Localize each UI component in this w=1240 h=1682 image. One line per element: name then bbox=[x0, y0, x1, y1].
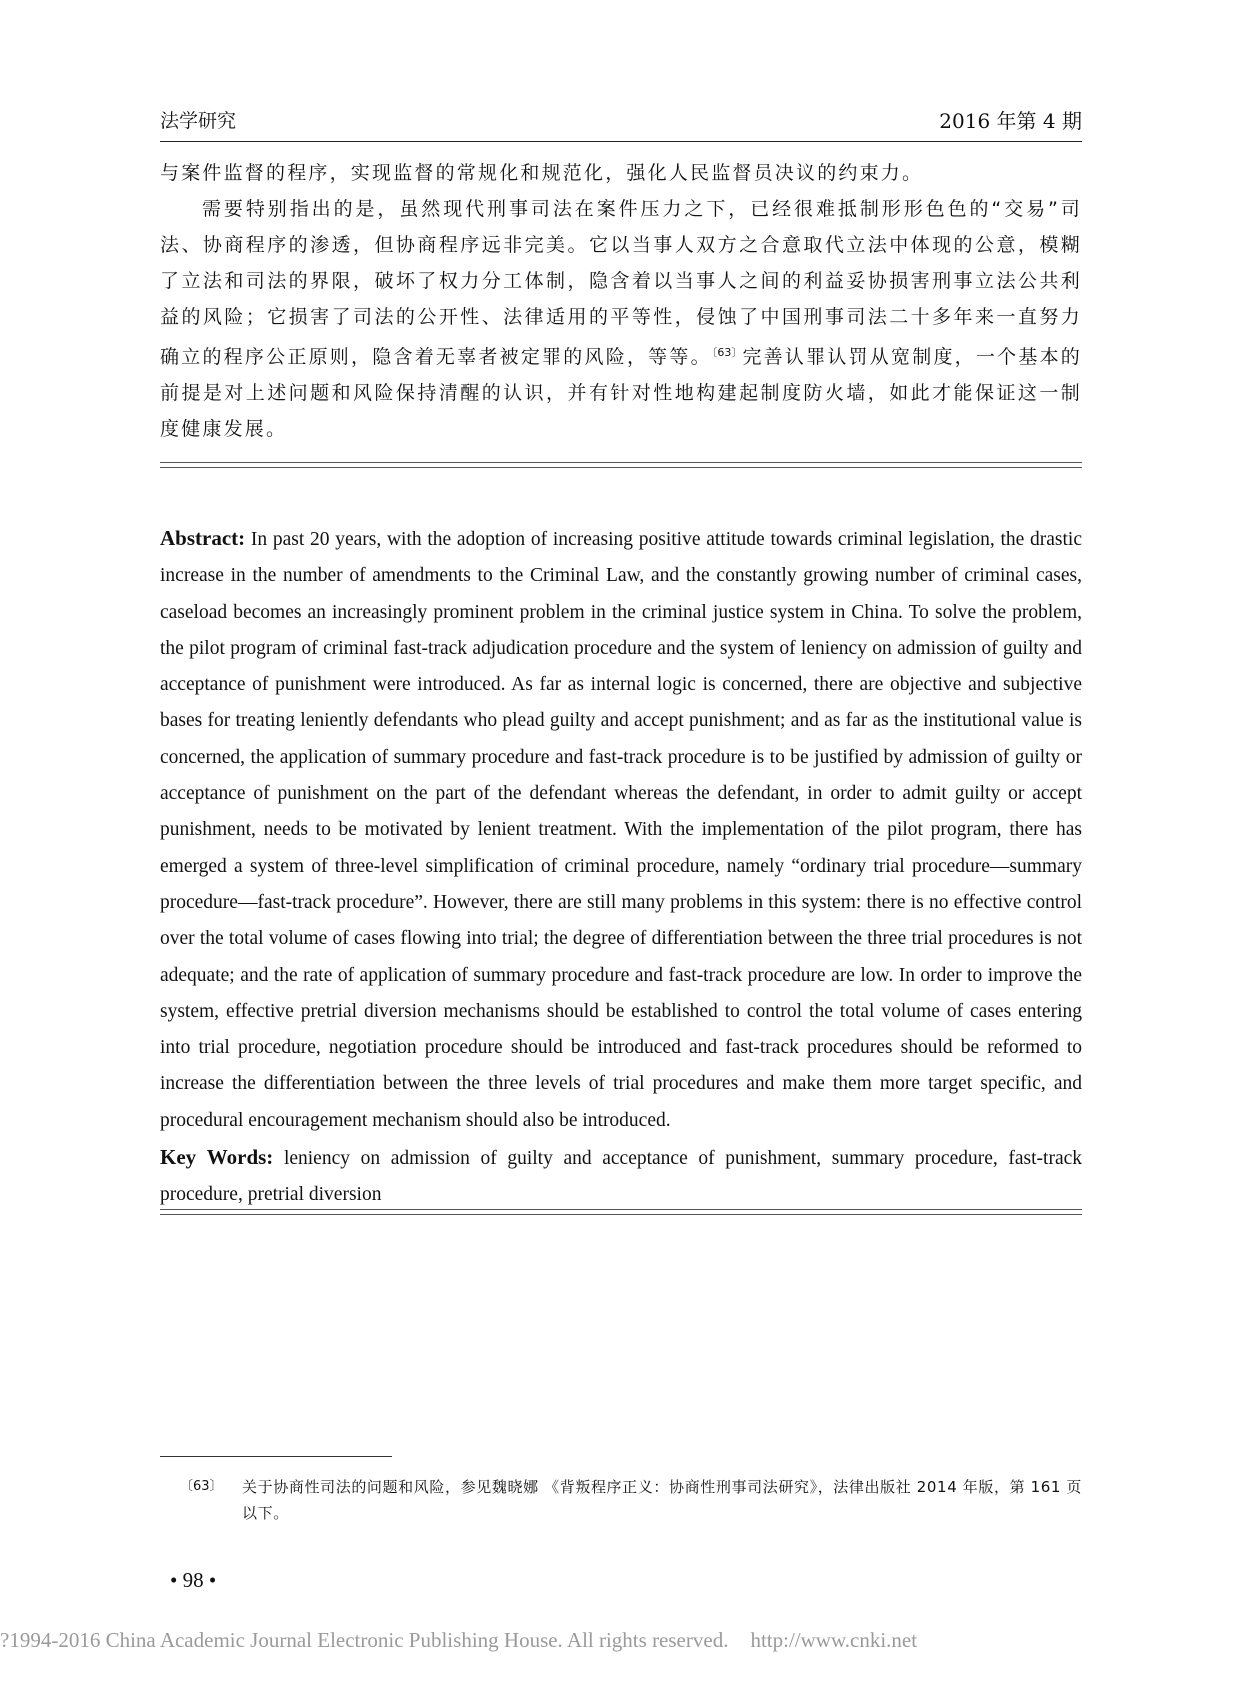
issue-label: 2016 年第 4 期 bbox=[939, 109, 1082, 133]
abstract-top-rule bbox=[160, 462, 1082, 468]
footnote-rule bbox=[160, 1456, 392, 1457]
copyright-line bbox=[0, 1628, 1050, 1653]
footnote bbox=[180, 1474, 1082, 1526]
header-rule bbox=[160, 141, 1082, 142]
page-number: • 98 • bbox=[170, 1568, 217, 1592]
footnote-number: 〔63〕 bbox=[180, 1479, 223, 1494]
running-header bbox=[160, 108, 1082, 134]
journal-name: 法学研究 bbox=[160, 110, 237, 132]
abstract-label: Abstract: bbox=[160, 526, 246, 550]
paragraph-2-continuation: 完善认罪认罚从宽制度，一个基本的前提是对上述问题和风险保持清醒的认识，并有针对性地构建起制度防火墙，如此才能保证这一制度健康发展。 bbox=[160, 346, 1083, 440]
keywords-label: Key Words: bbox=[160, 1145, 274, 1170]
footnote-reference[interactable]: 〔63〕 bbox=[711, 346, 743, 359]
abstract-paragraph bbox=[160, 520, 1082, 1139]
paragraph-2-text: 需要特别指出的是，虽然现代刑事司法在案件压力之下，已经很难抵制形形色色的“交易”司法、协商程序的渗透，但协商程序远非完美。它以当事人双方之合意取代立法中体现的公意，模糊了立法和司法的界限，破坏了权力分工体制，隐含着以当事人之间的利益妥协损害刑事立法公共利益的风险；它损害了司法的公开性、法律适用的平等性，侵蚀了中国刑事司法二十多年来一直努力确立的程序公正原则，隐含着无辜者被定罪的风险，等等。 bbox=[160, 198, 1082, 368]
footnote-text: 关于协商性司法的问题和风险，参见魏晓娜 《背叛程序正义：协商性刑事司法研究》，法律出版社 2014 年版，第 161 页以下。 bbox=[242, 1478, 1082, 1522]
cnki-link[interactable]: http://www.cnki.net bbox=[750, 1628, 918, 1652]
abstract-bottom-rule bbox=[160, 1209, 1082, 1215]
keywords-text: leniency on admission of guilty and acceptance of punishment, summary procedure, fast-track procedure, pretrial diversion bbox=[160, 1148, 1083, 1206]
body-paragraph-2 bbox=[160, 191, 1082, 447]
keywords-paragraph bbox=[160, 1139, 1082, 1214]
body-text bbox=[160, 155, 1082, 447]
abstract-section bbox=[160, 520, 1082, 1214]
abstract-text: In past 20 years, with the adoption of increasing positive attitude towards criminal legislation, the drastic increase in the number of amendments to the Criminal Law, and the constantly growing number of criminal cases, caseload becomes an increasingly prominent problem in the criminal justice system in China. To solve the problem, the pilot program of criminal fast-track adjudication procedure and the system of leniency on admission of guilty and acceptance of punishment were introduced. As far as internal logic is concerned, there are objective and subjective bases for treating leniently defendants who plead guilty and accept punishment; and as far as the institutional value is concerned, the application of summary procedure and fast-track procedure is to be justified by admission of guilty or acceptance of punishment on the part of the defendant whereas the defendant, in order to admit guilty or accept punishment, needs to be motivated by lenient treatment. With the implementation of the pilot program, there has emerged a system of three-level simplification of criminal procedure, namely “ordinary trial procedure—summary procedure—fast-track procedure”. However, there are still many problems in this system: there is no effective control over the total volume of cases flowing into trial; the degree of differentiation between the three trial procedures is not adequate; and the rate of application of summary procedure and fast-track procedure are low. In order to improve the system, effective pretrial diversion mechanisms should be established to control the total volume of cases entering into trial procedure, negotiation procedure should be introduced and fast-track procedures should be reformed to increase the differentiation between the three levels of trial procedures and make them more target specific, and procedural encouragement mechanism should also be introduced. bbox=[160, 529, 1082, 1131]
body-paragraph-1: 与案件监督的程序，实现监督的常规化和规范化，强化人民监督员决议的约束力。 bbox=[160, 162, 924, 184]
copyright-notice: ?1994-2016 China Academic Journal Electronic Publishing House. All rights reserved. bbox=[0, 1628, 729, 1652]
